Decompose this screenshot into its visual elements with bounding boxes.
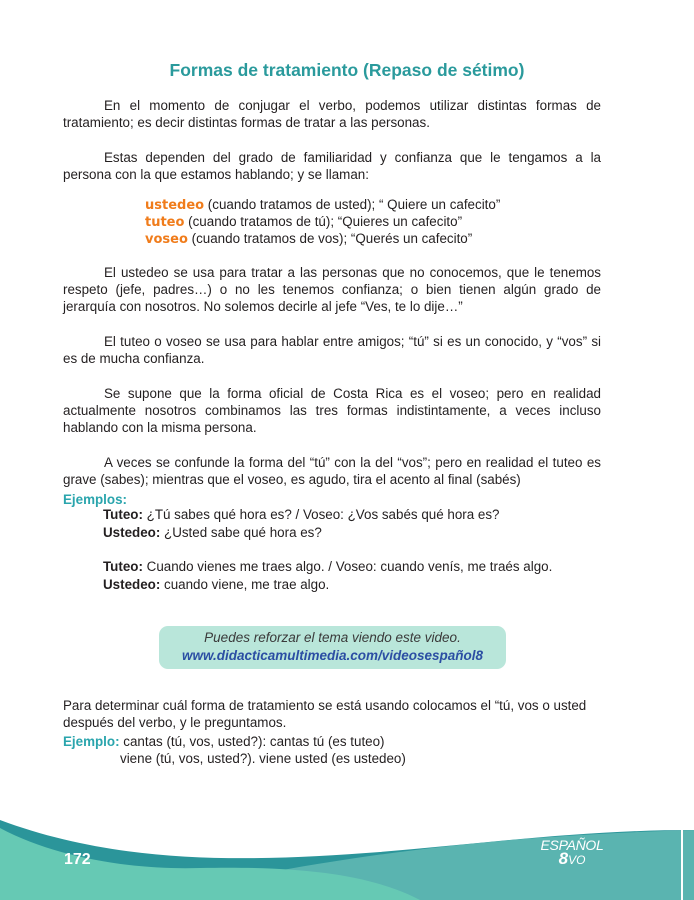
example-line (103, 558, 552, 576)
example-text: ¿Tú sabes qué hora es? / Voseo: ¿Vos sabés qué hora es? (142, 507, 500, 522)
example-text: ¿Usted sabe qué hora es? (160, 525, 322, 540)
form-term: tuteo (145, 215, 185, 230)
form-item-tuteo (145, 214, 500, 231)
video-link[interactable]: www.didacticamultimedia.com/videosespañol8 (181, 648, 484, 663)
paragraph-tuteo-voseo: El tuteo o voseo se usa para hablar entre amigos; “tú” si es un conocido, y “vos” si es de mucha confianza. (63, 334, 601, 367)
brand-grade-suffix: VO (568, 853, 586, 867)
page-title: Formas de tratamiento (Repaso de sétimo) (169, 60, 525, 80)
paragraph-intro: En el momento de conjugar el verbo, podemos utilizar distintas formas de tratamiento; es decir distintas formas de tratar a las personas. (63, 98, 601, 131)
example-label: Ustedeo: (103, 577, 161, 592)
example-label: Tuteo: (103, 507, 143, 522)
determine-example-2: viene (tú, vos, usted?). viene usted (es ustedeo) (120, 751, 406, 766)
forms-list (145, 197, 500, 248)
paragraph-familiarity: Estas dependen del grado de familiaridad y confianza que le tengamos a la persona con la que estamos hablando; y se llaman: (63, 150, 601, 183)
form-desc: (cuando tratamos de tú); “Quieres un cafecito” (184, 214, 463, 229)
paragraph-confusion: A veces se confunde la forma del “tú” con la del “vos”; pero en realidad el tuteo es grave (sabes); mientras que el voseo, es agudo, tira el acento al final (sabés) (63, 455, 601, 488)
form-item-ustedeo (145, 197, 500, 214)
brand-title: ESPAÑOL (540, 837, 604, 853)
paragraph-costa-rica: Se supone que la forma oficial de Costa Rica es el voseo; pero en realidad actualmente nosotros combinamos las tres formas indistintamente, a veces incluso hablando con la misma persona. (63, 386, 601, 436)
example-line (103, 506, 500, 524)
example-label: Ustedeo: (103, 525, 161, 540)
example-line (103, 576, 329, 594)
example-text: cantas (tú, vos, usted?): cantas tú (es tuteo) (119, 734, 385, 749)
form-item-voseo (145, 231, 500, 248)
video-callout (159, 626, 506, 669)
example-text: Cuando vienes me traes algo. / Voseo: cuando venís, me traés algo. (142, 559, 553, 574)
example-label: Tuteo: (103, 559, 143, 574)
example-text: cuando viene, me trae algo. (160, 577, 330, 592)
form-term: ustedeo (145, 198, 205, 213)
example-line (103, 524, 322, 542)
paragraph-ustedeo: El ustedeo se usa para tratar a las personas que no conocemos, que le tenemos respeto (jefe, padres…) o no les tenemos confianza; o bien tienen algún grado de jerarquía con nosotros. No solemos decirle al jefe “Ves, te lo dije…” (63, 265, 601, 315)
brand-grade-number: 8 (558, 849, 569, 868)
margin-line (681, 828, 683, 900)
form-desc: (cuando tratamos de vos); “Querés un cafecito” (187, 231, 473, 246)
example-label: Ejemplo: (63, 734, 120, 749)
video-message: Puedes reforzar el tema viendo este video. (204, 630, 461, 645)
page-number: 172 (64, 851, 91, 868)
form-desc: (cuando tratamos de usted); “ Quiere un cafecito” (204, 197, 501, 212)
paragraph-determine: Para determinar cuál forma de tratamiento se está usando colocamos el “tú, vos o usted después del verbo, y le preguntamos. (63, 698, 587, 731)
form-term: voseo (145, 232, 188, 247)
determine-example (63, 733, 385, 750)
examples-heading: Ejemplos: (63, 492, 127, 507)
brand-logo (537, 838, 607, 867)
brand-grade (537, 849, 607, 868)
